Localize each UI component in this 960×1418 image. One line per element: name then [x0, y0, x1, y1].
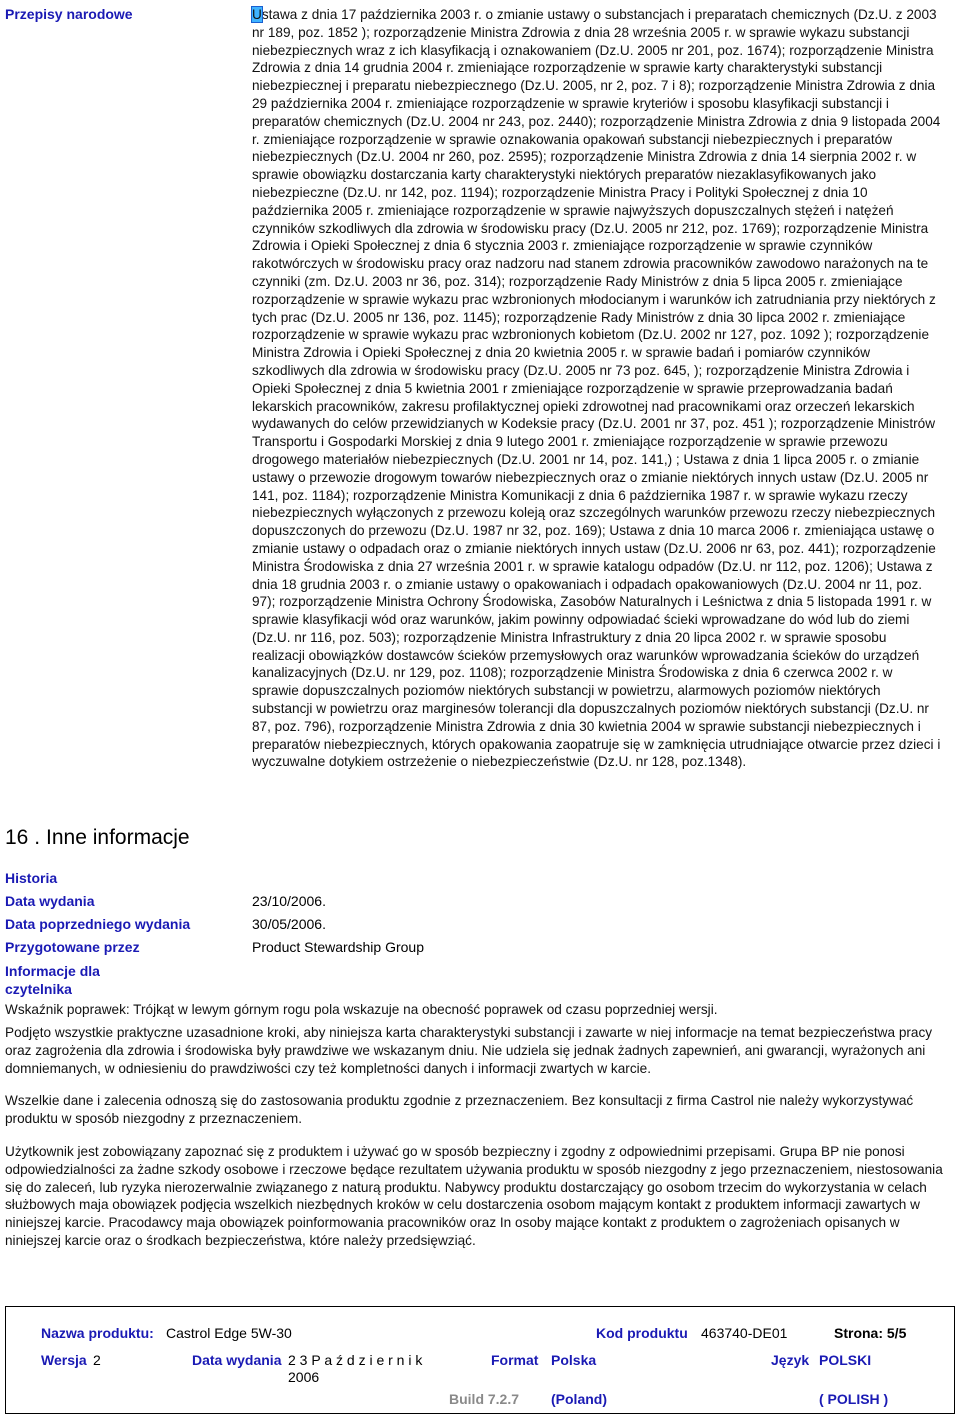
product-code-label: Kod produktu — [596, 1325, 688, 1341]
page-indicator: Strona: 5/5 — [834, 1325, 907, 1341]
footer-issue-date-label: Data wydania — [192, 1352, 282, 1368]
format-label: Format — [491, 1352, 539, 1368]
footer-issue-date-value: 2 3 P a ź d z i e r n i k — [288, 1352, 423, 1368]
language-label: Język — [771, 1352, 810, 1368]
reader-info-label: Informacje dla czytelnika — [5, 963, 100, 997]
revision-marker-first-char: U — [252, 7, 262, 22]
section-16-number: 16 . — [5, 826, 41, 849]
version-value: 2 — [93, 1352, 101, 1368]
product-code-value: 463740-DE01 — [701, 1325, 788, 1341]
previous-issue-date-value: 30/05/2006. — [252, 916, 326, 932]
national-regulations-text — [252, 6, 942, 771]
national-regulations-label: Przepisy narodowe — [5, 6, 133, 22]
prepared-by-label: Przygotowane przez — [5, 939, 140, 955]
revision-indicator-note: Wskaźnik poprawek: Trójkąt w lewym górnym rogu pola wskazuje na obecność poprawek od czasu poprzedniej wersji. — [5, 1002, 718, 1017]
product-name-value: Castrol Edge 5W-30 — [166, 1325, 292, 1341]
language-value: POLSKI — [819, 1352, 872, 1368]
usage-paragraph: Wszelkie dane i zalecenia odnoszą się do zastosowania produktu zgodnie z przeznaczeniem. Bez konsultacji z firma Castrol nie należy wykorzystywać produktu w sposób niezgodny z przeznaczeniem. — [5, 1093, 914, 1126]
prepared-by-value: Product Stewardship Group — [252, 939, 424, 955]
footer-issue-year: 2006 — [288, 1369, 320, 1385]
section-16-title: Inne informacje — [46, 826, 190, 849]
issue-date-label: Data wydania — [5, 893, 95, 909]
document-footer — [5, 1306, 955, 1414]
national-regulations-body: stawa z dnia 17 października 2003 r. o zmianie ustawy o substancjach i preparatach chemicznych (Dz.U. z 2003 nr 189, poz. 1852 ); rozporządzenie Ministra Zdrowia z dnia 28 września 2005 r. w sprawie wykazu substancji niebezpiecznych wraz z ich klasyfikacją i oznakowaniem (Dz.U. 2005 nr 201, poz. 1674); rozporządzenie Ministra Zdrowia z dnia 14 grudnia 2004 r. zmieniające rozporządzenie w sprawie karty charakterystyki substancji niebezpiecznej i preparatu niebezpiecznego (Dz.U. 2005, nr 2, poz. 7 i 8); rozporządzenie Ministra Zdrowia z dnia 29 października 2004 r. zmieniające rozporządzenie w sprawie kryteriów i sposobu klasyfikacji substancji i preparatów chemicznych (Dz.U. 2004 nr 243, poz. 2440); rozporządzenie Ministra Zdrowia z dnia 9 listopada 2004 r. zmieniające rozporządzenie w sprawie oznakowania opakowań substancji niebezpiecznych i preparatów niebezpiecznych (Dz.U. 2004 nr 260, poz. 2595); rozporządzenie Ministra Zdrowia z dnia 14 sierpnia 2002 r. w sprawie obowiązku dostarczania karty charakterystyki niektórych preparatów niezaklasyfikowanych jako niebezpieczne (Dz.U. nr 142, poz. 1194); rozporządzenie Ministra Pracy i Polityki Społecznej z dnia 10 października 2005 r. zmieniające rozporządzenie w sprawie najwyższych dopuszczalnych stężeń i natężeń czynników szkodliwych dla zdrowia w środowisku pracy (Dz.U. 2005 nr 212, poz. 1769); rozporządzenie Ministra Zdrowia i Opieki Społecznej z dnia 6 stycznia 2003 r. zmieniające rozporządzenie w sprawie czynników rakotwórczych w środowisku pracy oraz nadzoru nad stanem zdrowia pracowników zawodowo narażonych na te czynniki (zm. Dz.U. 2003 nr 36, poz. 314); rozporządzenie Rady Ministrów z dnia 5 lipca 2005 r. zmieniające rozporządzenie w sprawie wykazu prac wzbronionych młodocianym i warunków ich zatrudniania przy niektórych z tych prac (Dz.U. 2005 nr 136, poz. 1145); rozporządzenie Rady Ministrów z dnia 30 lipca 2002 r. zmieniające rozporządzenie w sprawie wykazu prac wzbronionych kobietom (Dz.U. 2002 nr 127, poz. 1092 ); rozporządzenie Ministra Zdrowia i Opieki Społecznej z dnia 20 kwietnia 2005 r. w sprawie badań i pomiarów czynników szkodliwych dla zdrowia w środowisku pracy (Dz.U. 2005 nr 73 poz. 645, ); rozporządzenie Ministra Zdrowia i Opieki Społecznej z dnia 5 kwietnia 2001 r zmieniające rozporządzenie w sprawie przeprowadzania badań lekarskich pracowników, zakresu profilaktycznej opieki zdrowotnej nad pracownikami oraz orzeczeń lekarskich wydawanych do celów przewidzianych w Kodeksie pracy (Dz.U. 2001 nr 37, poz. 451 ); rozporządzenie Ministrów Transportu i Gospodarki Morskiej z dnia 9 lutego 2001 r. zmieniające rozporządzenie w sprawie przewozu drogowego materiałów niebezpiecznych (Dz.U. 2001 nr 14, poz. 141,) ; Ustawa z dnia 1 lipca 2005 r. o zmianie ustawy o przewozie drogowym towarów niebezpiecznych oraz o zmianie niektórych innych ustaw (Dz.U. 2005 nr 141, poz. 1184); rozporządzenie Ministra Komunikacji z dnia 6 października 1987 r. w sprawie wykazu rzeczy niebezpiecznych wyłączonych z przewozu koleją oraz szczególnych warunków przewozu rzeczy niebezpiecznych dopuszczonych do przewozu (Dz.U. 1987 nr 32, poz. 169); Ustawa z dnia 10 marca 2006 r. zmieniająca ustawę o zmianie ustawy o odpadach oraz o zmianie niektórych innych ustaw (Dz.U. 2006 nr 63, poz. 441); rozporządzenie Ministra Środowiska z dnia 27 września 2001 r. w sprawie katalogu odpadów (Dz.U. nr 112, poz. 1206); Ustawa z dnia 18 grudnia 2003 r. o zmianie ustawy o opakowaniach i odpadach opakowaniowych (Dz.U. 2004 nr 11, poz. 97); rozporządzenie Ministra Ochrony Środowiska, Zasobów Naturalnych i Leśnictwa z dnia 5 listopada 1991 r. w sprawie klasyfikacji wód oraz warunków, jakim powinny odpowiadać ścieki wprowadzane do wód lub do ziemi (Dz.U. nr 116, poz. 503); rozporządzenie Ministra Infrastruktury z dnia 20 lipca 2002 r. w sprawie sposobu realizacji obowiązków dostawców ścieków przemysłowych oraz warunków wprowadzania ścieków do urządzeń kanalizacyjnych (Dz.U. nr 129, poz. 1108); rozporządzenie Ministra Środowiska z dnia 6 czerwca 2002 r. w sprawie dopuszczalnych poziomów niektórych substancji w powietrzu, alarmowych poziomów niektórych substancji w powietrzu oraz marginesów tolerancji dla dopuszczalnych poziomów niektórych substancji (Dz.U. nr 87, poz. 796), rozporządzenie Ministra Zdrowia z dnia 30 kwietnia 2004 w sprawie substancji niebezpiecznych i preparatów niebezpiecznych, których opakowania zaopatruje się w zamknięcia utrudniające otwarcie przez dzieci i wyczuwalne dotykiem ostrzeżenie o niebezpieczeństwie (Dz.U. nr 128, poz.1348). — [252, 7, 941, 770]
format-value: Polska — [551, 1352, 597, 1368]
user-responsibility-paragraph: Użytkownik jest zobowiązany zapoznać się z produktem i używać go w sposób bezpieczny i zgodny z odpowiednimi przepisami. Grupa BP nie ponosi odpowiedzialności za żadne szkody osobowe i rzeczowe będące rezultatem używania produktu w sposób niezgodny z jego przeznaczeniem, niestosowania się do zaleceń, lub ryzyka nierozerwalnie związanego z naturą produktu. Nabywcy produktu dostarczający go osobom trzecim do wykorzystania w celach służbowych maja obowiązek podjęcia wszelkich niezbędnych kroków w celu dostarczenia osobom mającym kontakt z produktem informacji zawartych w niniejszej karcie. Pracodawcy maja obowiązek poinformowania pracowników oraz In osoby mające kontakt z produktem o zagrożeniach opisanych w niniejszej karcie oraz o środkach bezpieczeństwa, które należy przedsięwziąć. — [5, 1144, 943, 1248]
product-name-label: Nazwa produktu: — [41, 1325, 154, 1341]
disclaimer-paragraph: Podjęto wszystkie praktyczne uzasadnione kroki, aby niniejsza karta charakterystyki substancji i zawarte w niej informacje na temat bezpieczeństwa pracy oraz zagrożenia dla zdrowia i środowiska były prawdziwe we wskazanym dniu. Nie udziela się jednak żadnych zapewnień, ani gwarancji, wyrażonych ani domniemanych, w odniesieniu do prawdziwości czy też kompletności danych i informacji zwartych w karcie. — [5, 1025, 933, 1076]
issue-date-value: 23/10/2006. — [252, 893, 326, 909]
format-country: (Poland) — [551, 1391, 607, 1407]
build-number: Build 7.2.7 — [449, 1391, 520, 1407]
history-label: Historia — [5, 870, 58, 886]
section-16-heading — [5, 826, 190, 850]
previous-issue-date-label: Data poprzedniego wydania — [5, 916, 191, 932]
language-english: ( POLISH ) — [819, 1391, 889, 1407]
version-label: Wersja — [41, 1352, 87, 1368]
